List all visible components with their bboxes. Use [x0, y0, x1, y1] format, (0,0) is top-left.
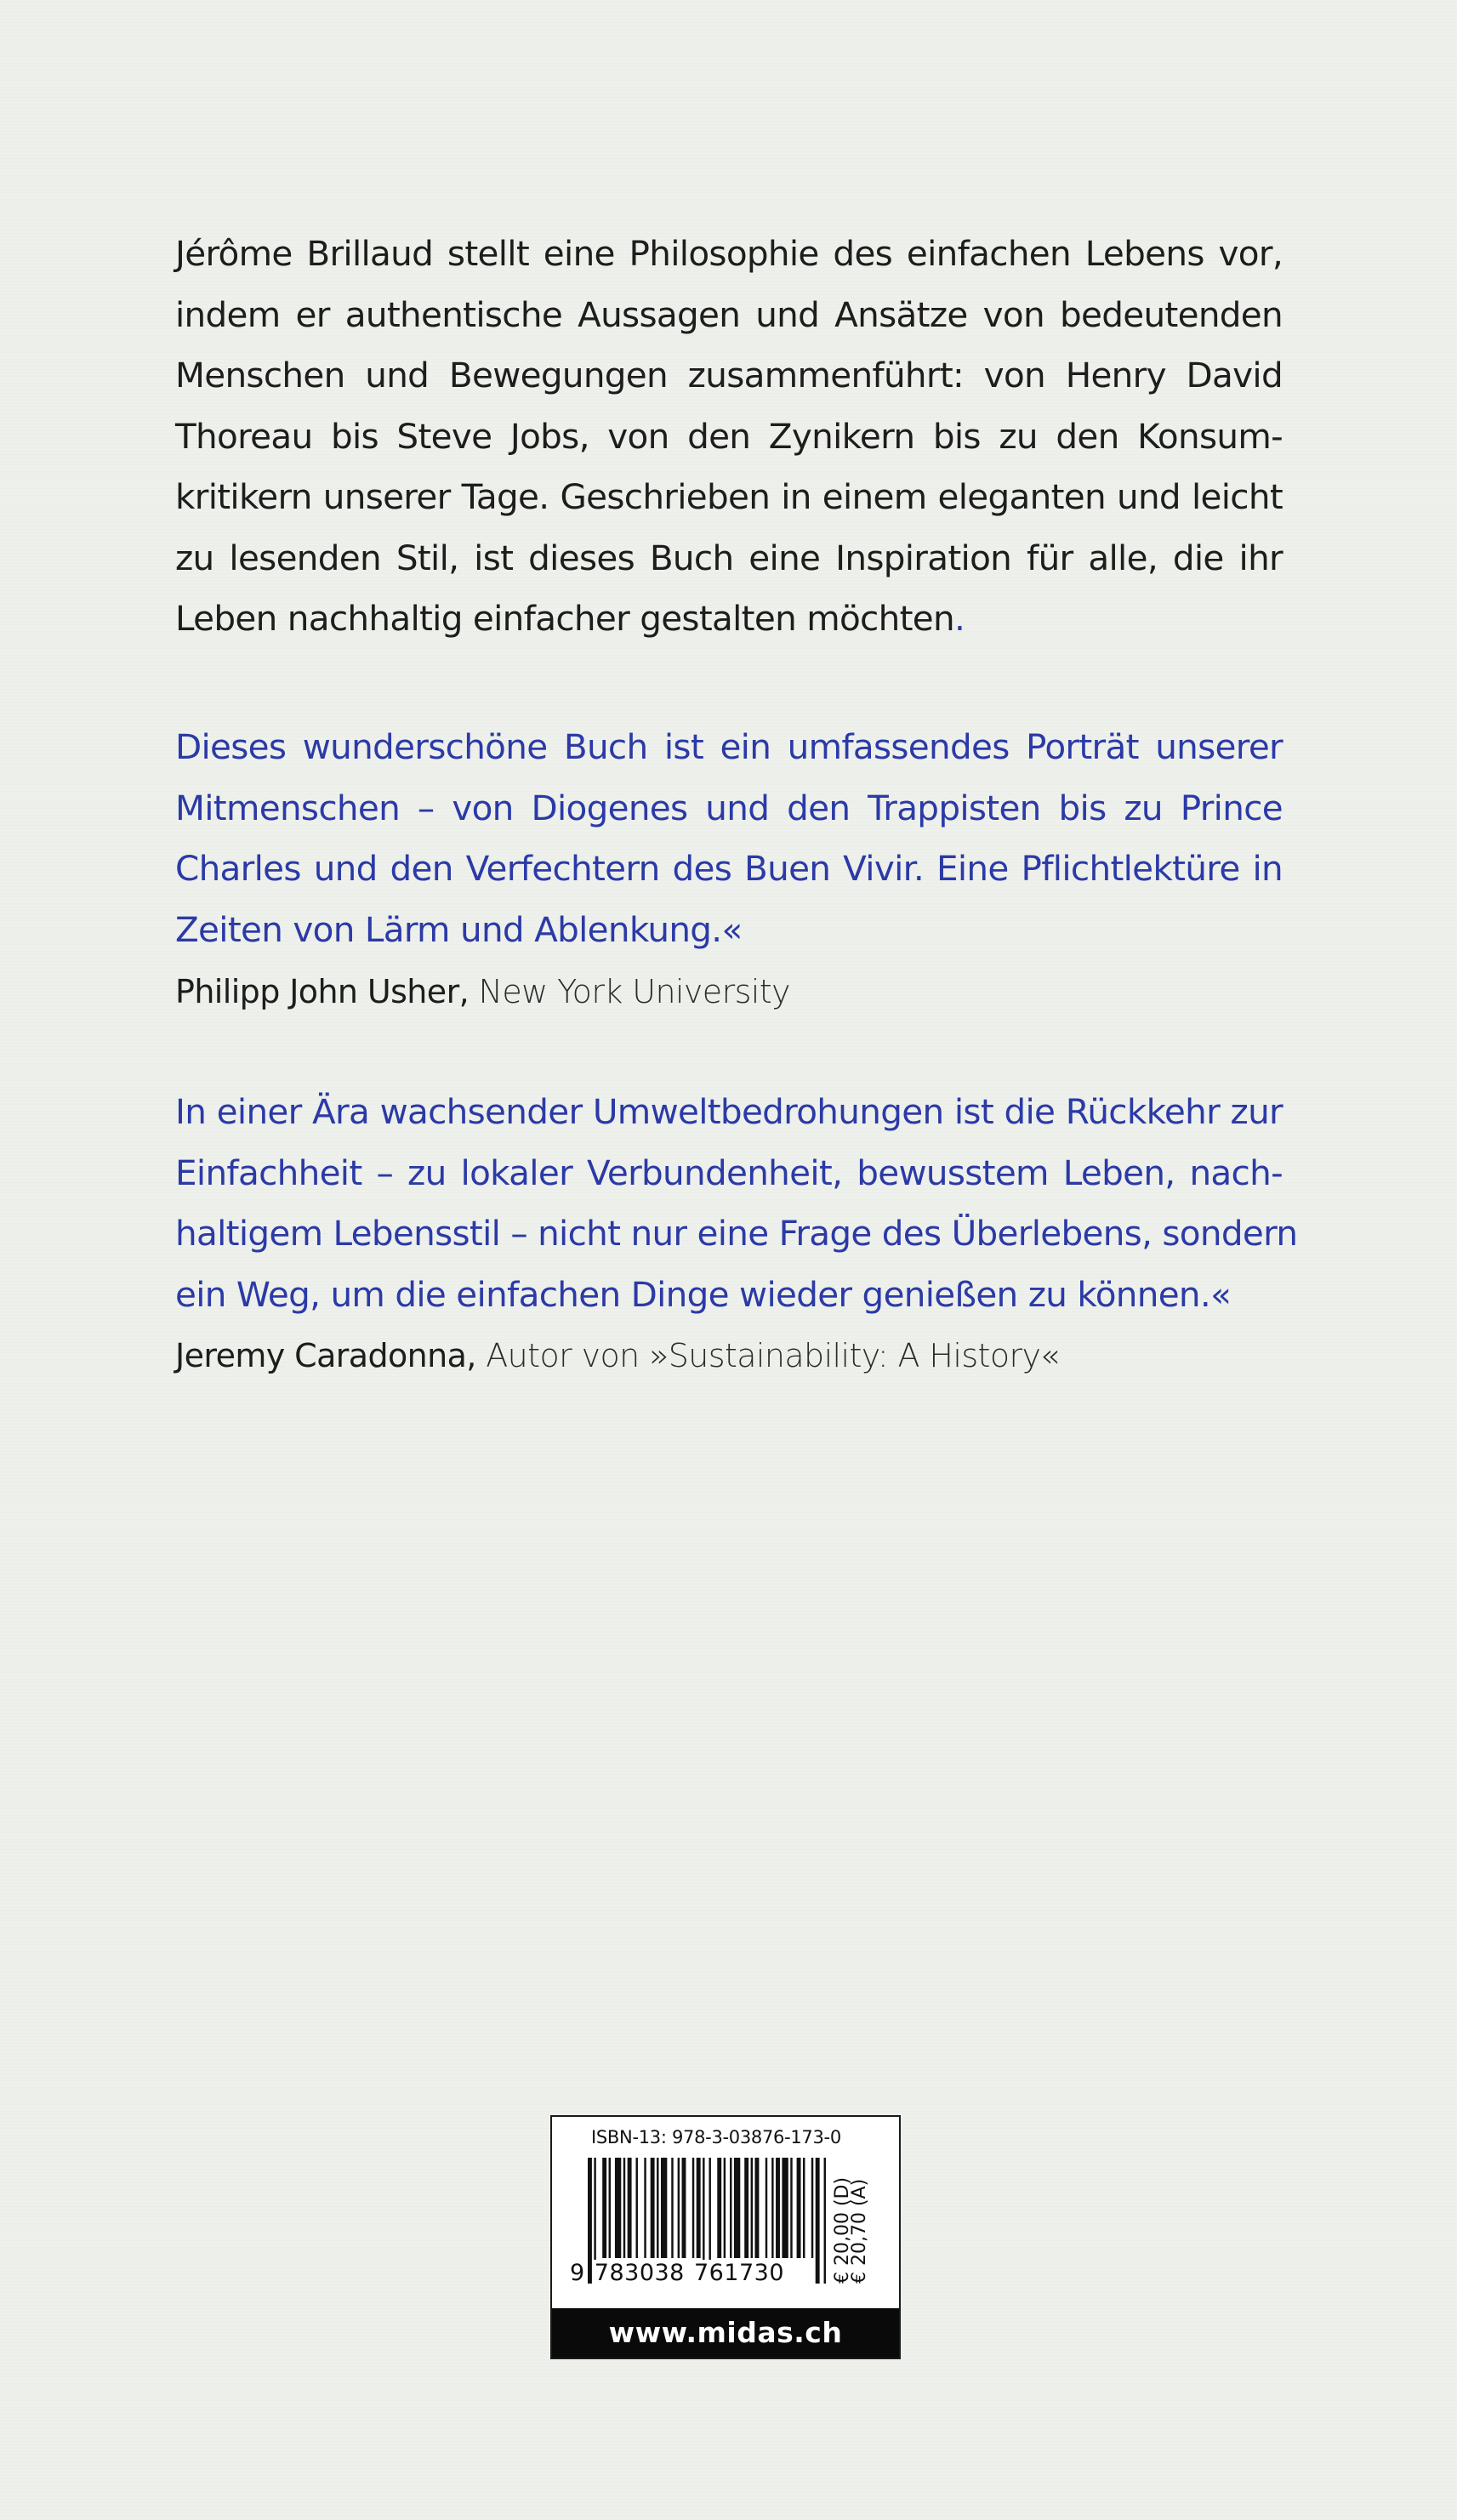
barcode-bar: [671, 2158, 673, 2258]
attribution-affiliation: New York University: [469, 973, 790, 1010]
barcode-bar: [609, 2158, 611, 2258]
description-line: Jérôme Brillaud stellt eine Philosophie des einfachen Lebens vor,: [175, 233, 1283, 274]
attribution-name: Philipp John Usher,: [175, 973, 470, 1010]
description-line: Thoreau bis Steve Jobs, von den Zynikern bis zu den Konsum-: [175, 415, 1283, 457]
price-block: [834, 2158, 868, 2284]
description-line-text: Leben nachhaltig einfacher gestalten möchten: [175, 598, 954, 639]
description-line-last: [175, 589, 1283, 650]
barcode-bar: [744, 2158, 748, 2258]
quote-caradonna: [175, 1082, 1298, 1325]
description-line: Menschen und Bewegungen zusammenführt: von Henry David: [175, 355, 1283, 395]
barcode-bar: [661, 2158, 667, 2258]
quote-line: Mitmenschen – von Diogenes und den Trappisten bis zu Prince: [175, 787, 1283, 828]
barcode-bar: [754, 2158, 759, 2258]
quote-line: Charles und den Verfechtern des Buen Vivir. Eine Pflichtlektüre in: [175, 848, 1283, 889]
quote-line: Dieses wunderschöne Buch ist ein umfassendes Porträt unserer: [175, 726, 1283, 767]
barcode-bar: [782, 2158, 788, 2258]
barcode-bar: [628, 2158, 632, 2258]
quote-line: Einfachheit – zu lokaler Verbundenheit, bewusstem Leben, nach-: [175, 1152, 1283, 1193]
barcode-bar: [678, 2158, 680, 2258]
barcode-digit-lead: 9: [570, 2260, 585, 2286]
quote-attribution-usher: [175, 971, 790, 1012]
barcode-digit-group-1: 783038: [594, 2260, 685, 2286]
barcode-bar: [771, 2158, 773, 2258]
barcode-bar: [717, 2158, 721, 2258]
quote-line: haltigem Lebensstil – nicht nur eine Frage des Überlebens, sondern: [175, 1213, 1298, 1254]
description-line: zu lesenden Stil, ist dieses Buch eine Inspiration für alle, die ihr: [175, 537, 1283, 578]
quote-usher: [175, 717, 1283, 960]
price-germany: € 20,00 (D): [832, 2176, 853, 2284]
barcode-bar: [692, 2158, 694, 2258]
barcode-bar: [734, 2158, 740, 2258]
attribution-affiliation: Autor von »Sustainability: A History«: [475, 1337, 1060, 1374]
barcode-bar: [751, 2158, 753, 2258]
barcode-bar: [602, 2158, 606, 2258]
barcode-digits: [569, 2260, 824, 2286]
description-paragraph: [175, 224, 1283, 650]
quote-line: ein Weg, um die einfachen Dinge wieder genießen zu können.«: [175, 1273, 1232, 1315]
price-austria: € 20,70 (A): [849, 2178, 870, 2284]
quote-line: In einer Ära wachsender Umweltbedrohungen ist die Rückkehr zur: [175, 1091, 1283, 1132]
publisher-website[interactable]: www.midas.ch: [552, 2308, 899, 2358]
barcode-bar: [697, 2158, 701, 2258]
attribution-name: Jeremy Caradonna,: [175, 1337, 476, 1374]
barcode-bar: [803, 2158, 805, 2258]
barcode-bar: [765, 2158, 767, 2258]
barcode-bar: [635, 2158, 637, 2258]
barcode-bar: [790, 2158, 792, 2258]
barcode-bar: [651, 2158, 655, 2258]
barcode-bar: [623, 2158, 625, 2258]
barcode-bar: [615, 2158, 621, 2258]
barcode-bar: [724, 2158, 726, 2258]
barcode-digit-group-2: 761730: [693, 2260, 785, 2286]
isbn-label: ISBN-13: 978-3-03876-173-0: [591, 2127, 841, 2147]
barcode-bar: [644, 2158, 646, 2258]
description-end-mark: .: [953, 598, 965, 639]
description-line: indem er authentische Aussagen und Ansätze von bedeutenden: [175, 293, 1283, 335]
barcode-bar: [776, 2158, 780, 2258]
barcode-bar: [797, 2158, 801, 2258]
barcode-bar: [682, 2158, 686, 2258]
barcode-bar: [657, 2158, 658, 2258]
isbn-barcode-box: [550, 2115, 901, 2359]
barcode-bar: [730, 2158, 731, 2258]
description-line: kritikern unserer Tage. Geschrieben in einem eleganten und leicht: [175, 476, 1283, 517]
quote-line: Zeiten von Lärm und Ablenkung.«: [175, 908, 743, 950]
barcode-bar: [811, 2158, 813, 2258]
quote-attribution-caradonna: [175, 1335, 1059, 1376]
